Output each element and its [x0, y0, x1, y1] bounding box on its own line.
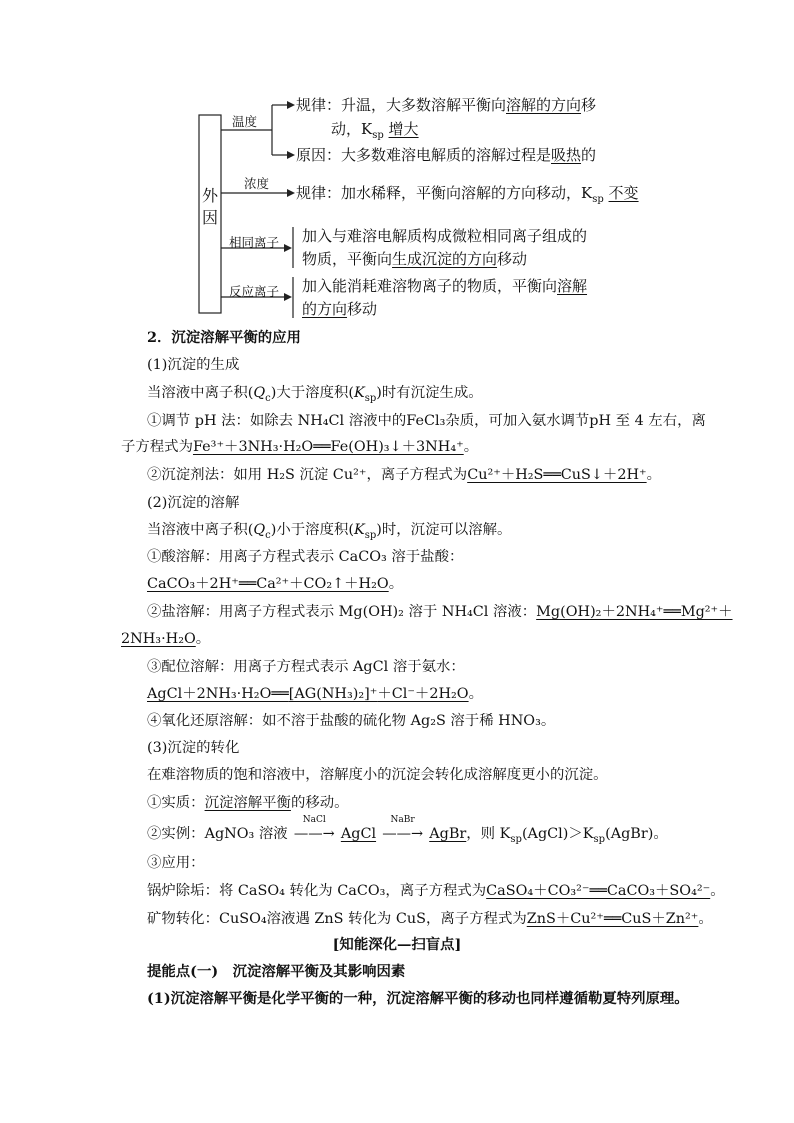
branch-label-concentration: 浓度	[244, 176, 270, 191]
temp-reason-line: 原因：大多数难溶电解质的溶解过程是吸热的	[296, 146, 597, 164]
redox-dissolve: ④氧化还原溶解：如不溶于盐酸的硫化物 Ag₂S 溶于稀 HNO₃。	[147, 713, 556, 729]
section-2-3-title: (3)沉淀的转化	[147, 740, 240, 756]
root-label: 外因	[202, 186, 219, 227]
conc-rule-line: 规律：加水稀释，平衡向溶解的方向移动，$K_{sp}$ 不变	[296, 184, 639, 205]
salt-dissolve-line1: ②盐溶解：用离子方程式表示 Mg(OH)₂ 溶于 NH₄Cl 溶液：Mg(OH)₂＋2NH₄⁺══Mg²⁺＋	[147, 604, 733, 620]
coord-dissolve-eq: AgCl＋2NH₃·H₂O══[AG(NH₃)₂]⁺＋Cl⁻＋2H₂O。	[147, 686, 483, 702]
point-1-text: (1)沉淀溶解平衡是化学平衡的一种，沉淀溶解平衡的移动也同样遵循勒夏特列原理。	[147, 990, 689, 1007]
acid-dissolve-title: ①酸溶解：用离子方程式表示 CaCO₃ 溶于盐酸：	[147, 549, 464, 565]
reaction-arrow-1: NaCl ——→	[293, 815, 335, 842]
section-2-1-title: (1)沉淀的生成	[147, 357, 240, 373]
section-2-title: 2．沉淀溶解平衡的应用	[147, 329, 301, 346]
ph-method-line2: 子方程式为Fe³⁺＋3NH₃·H₂O══Fe(OH)₃↓＋3NH₄⁺。	[121, 439, 479, 455]
branch-label-same-ion: 相同离子	[229, 235, 280, 250]
reaction-arrow-2: NaBr ——→	[382, 815, 424, 842]
same-ion-line1: 加入与难溶电解质构成微粒相同离子组成的	[302, 227, 588, 245]
acid-dissolve-eq: CaCO₃＋2H⁺══Ca²⁺＋CO₂↑＋H₂O。	[147, 576, 404, 592]
temp-rule-line1: 规律：升温，大多数溶解平衡向溶解的方向移	[296, 96, 597, 114]
temp-rule-line2: 动，$K_{sp}$ 增大	[331, 120, 419, 141]
salt-dissolve-line2: 2NH₃·H₂O。	[121, 631, 211, 647]
application-title: ③应用：	[147, 855, 205, 871]
section-2-1-intro: 当溶液中离子积$(Q_c)$大于溶度积$(K_{sp})$时有沉淀生成。	[147, 385, 483, 404]
section-2-2-intro: 当溶液中离子积$(Q_c)$小于溶度积$(K_{sp})$时，沉淀可以溶解。	[147, 522, 512, 541]
point-1-title: 提能点(一) 沉淀溶解平衡及其影响因素	[147, 963, 406, 980]
reaction-ion-line2: 的方向移动	[302, 300, 378, 318]
deepen-title: [知能深化—扫盲点]	[332, 936, 462, 953]
branch-label-reaction-ion: 反应离子	[229, 284, 280, 299]
mineral-conversion: 矿物转化：CuSO₄溶液遇 ZnS 转化为 CuS，离子方程式为ZnS＋Cu²⁺══CuS＋Zn²⁺。	[147, 911, 713, 927]
conversion-example: ②实例：AgNO₃ 溶液 NaCl ——→ AgCl NaBr ——→ AgBr，则 $K_{sp}(AgCl)>K_{sp}(AgBr)$。	[147, 815, 668, 845]
reaction-ion-line1: 加入能消耗难溶物离子的物质，平衡向溶解	[302, 277, 588, 295]
precipitant-method: ②沉淀剂法：如用 H₂S 沉淀 Cu²⁺，离子方程式为Cu²⁺＋H₂S══CuS↓＋2H⁺。	[147, 467, 662, 483]
factor-diagram	[0, 0, 794, 330]
conversion-intro: 在难溶物质的饱和溶液中，溶解度小的沉淀会转化成溶解度更小的沉淀。	[147, 767, 608, 783]
coord-dissolve-title: ③配位溶解：用离子方程式表示 AgCl 溶于氨水：	[147, 659, 465, 675]
ph-method-line1: ①调节 pH 法：如除去 NH₄Cl 溶液中的FeCl₃杂质，可加入氨水调节pH 至 4 左右，离	[147, 413, 706, 429]
conversion-essence: ①实质：沉淀溶解平衡的移动。	[147, 795, 349, 811]
same-ion-line2: 物质，平衡向生成沉淀的方向移动	[302, 250, 528, 268]
branch-label-temperature: 温度	[232, 114, 258, 129]
section-2-2-title: (2)沉淀的溶解	[147, 495, 240, 511]
boiler-descaling: 锅炉除垢：将 CaSO₄ 转化为 CaCO₃，离子方程式为CaSO₄＋CO₃²⁻══CaCO₃＋SO₄²⁻。	[147, 883, 725, 899]
